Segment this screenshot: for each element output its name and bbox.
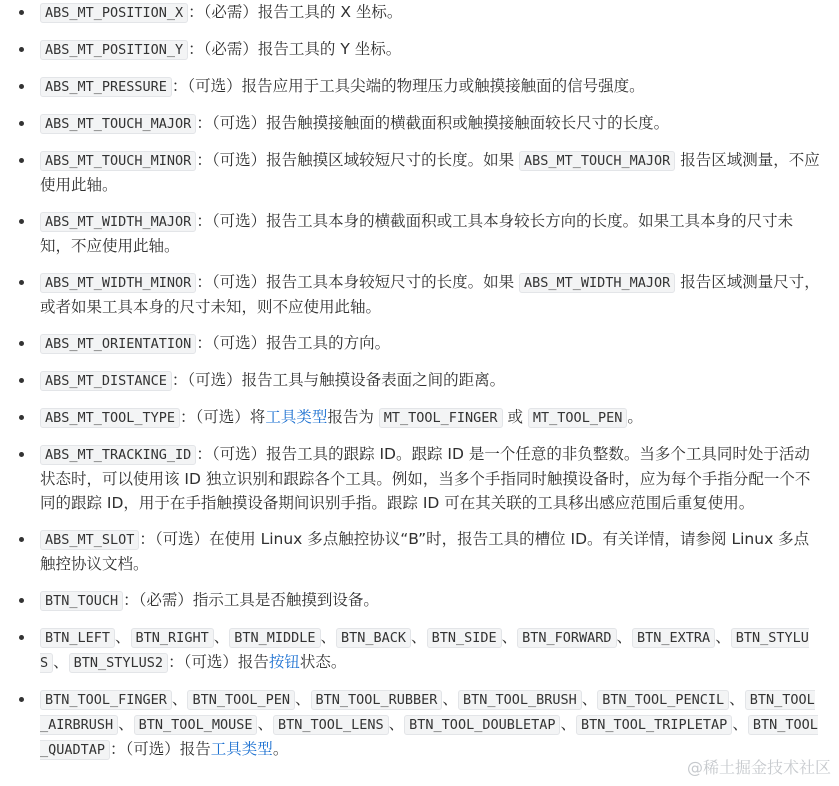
code-btn-tool-doubletap: BTN_TOOL_DOUBLETAP bbox=[404, 715, 560, 735]
code-abs-mt-distance: ABS_MT_DISTANCE bbox=[40, 371, 172, 391]
code-mt-tool-finger: MT_TOOL_FINGER bbox=[379, 408, 503, 428]
code-abs-mt-position-y: ABS_MT_POSITION_Y bbox=[40, 40, 188, 60]
code-btn-left: BTN_LEFT bbox=[40, 628, 115, 648]
code-btn-tool-finger: BTN_TOOL_FINGER bbox=[40, 690, 172, 710]
code-abs-mt-touch-major: ABS_MT_TOUCH_MAJOR bbox=[519, 151, 675, 171]
tool-type-link[interactable]: 工具类型 bbox=[210, 740, 273, 758]
code-abs-mt-width-major: ABS_MT_WIDTH_MAJOR bbox=[40, 212, 196, 232]
code-abs-mt-touch-major: ABS_MT_TOUCH_MAJOR bbox=[40, 114, 196, 134]
list-item: ABS_MT_TOOL_TYPE ：（可选）将工具类型报告为 MT_TOOL_FINGER 或 MT_TOOL_PEN 。 bbox=[40, 405, 821, 430]
list-item: ABS_MT_DISTANCE ：（可选）报告工具与触摸设备表面之间的距离。 bbox=[40, 368, 821, 393]
code-btn-tool-mouse: BTN_TOOL_MOUSE bbox=[134, 715, 258, 735]
code-btn-forward: BTN_FORWARD bbox=[517, 628, 616, 648]
code-btn-extra: BTN_EXTRA bbox=[632, 628, 715, 648]
code-btn-tool-lens: BTN_TOOL_LENS bbox=[273, 715, 389, 735]
code-btn-middle: BTN_MIDDLE bbox=[229, 628, 320, 648]
code-abs-mt-tool-type: ABS_MT_TOOL_TYPE bbox=[40, 408, 180, 428]
list-item: ABS_MT_TOUCH_MINOR ：（可选）报告触摸区域较短尺寸的长度。如果 ABS_MT_TOUCH_MAJOR 报告区域测量，不应使用此轴。 bbox=[40, 148, 821, 197]
code-btn-back: BTN_BACK bbox=[336, 628, 411, 648]
code-btn-tool-brush: BTN_TOOL_BRUSH bbox=[458, 690, 582, 710]
list-item: ABS_MT_TRACKING_ID ：（可选）报告工具的跟踪 ID。跟踪 ID 是一个任意的非负整数。当多个工具同时处于活动状态时，可以使用该 ID 独立识别和跟踪各个工具。例如，当多个手指同时触摸设备时，应为每个手指分配一个不同的跟踪 ID，用于在手指触摸设备期间识别手指。跟踪 ID 可在其关联的工具移出感应范围后重复使用。 bbox=[40, 442, 821, 515]
list-item: ABS_MT_ORIENTATION ：（可选）报告工具的方向。 bbox=[40, 331, 821, 356]
code-abs-mt-width-minor: ABS_MT_WIDTH_MINOR bbox=[40, 273, 196, 293]
code-abs-mt-tracking-id: ABS_MT_TRACKING_ID bbox=[40, 445, 196, 465]
list-item: BTN_TOUCH ：（必需）指示工具是否触摸到设备。 bbox=[40, 588, 821, 613]
code-btn-tool-tripletap: BTN_TOOL_TRIPLETAP bbox=[576, 715, 732, 735]
code-btn-tool-pen: BTN_TOOL_PEN bbox=[187, 690, 295, 710]
code-btn-tool-pencil: BTN_TOOL_PENCIL bbox=[597, 690, 729, 710]
buttons-link[interactable]: 按钮 bbox=[268, 653, 300, 671]
list-item: ABS_MT_SLOT ：（可选）在使用 Linux 多点触控协议“B”时，报告工具的槽位 ID。有关详情，请参阅 Linux 多点触控协议文档。 bbox=[40, 527, 821, 576]
code-abs-mt-slot: ABS_MT_SLOT bbox=[40, 530, 139, 550]
list-item: ABS_MT_WIDTH_MAJOR ：（可选）报告工具本身的横截面积或工具本身较长方向的长度。如果工具本身的尺寸未知，不应使用此轴。 bbox=[40, 209, 821, 258]
code-abs-mt-position-x: ABS_MT_POSITION_X bbox=[40, 3, 188, 23]
code-abs-mt-orientation: ABS_MT_ORIENTATION bbox=[40, 334, 196, 354]
code-abs-mt-pressure: ABS_MT_PRESSURE bbox=[40, 77, 172, 97]
list-item: ABS_MT_POSITION_Y ：（必需）报告工具的 Y 坐标。 bbox=[40, 37, 821, 62]
list-item: BTN_TOOL_FINGER 、 BTN_TOOL_PEN 、 BTN_TOOL_RUBBER 、 BTN_TOOL_BRUSH 、 BTN_TOOL_PENCIL 、 BTN_TOOL_AIRBRUSH 、 BTN_TOOL_MOUSE 、 BTN_TOOL_LENS 、 BTN_TOOL_DOUBLETAP 、 BTN_TOOL_TRIPLETAP 、 BTN_TOOL_QUADTAP ：（可选）报告工具类型。 bbox=[40, 687, 821, 762]
code-btn-tool-rubber: BTN_TOOL_RUBBER bbox=[311, 690, 443, 710]
tool-type-link[interactable]: 工具类型 bbox=[265, 408, 328, 426]
code-btn-side: BTN_SIDE bbox=[427, 628, 502, 648]
code-abs-mt-touch-minor: ABS_MT_TOUCH_MINOR bbox=[40, 151, 196, 171]
code-btn-tool-quadtap: BTN_TOOL_QUADTAP bbox=[40, 717, 818, 758]
list-item: ABS_MT_WIDTH_MINOR ：（可选）报告工具本身较短尺寸的长度。如果 ABS_MT_WIDTH_MAJOR 报告区域测量尺寸，或者如果工具本身的尺寸未知，则不应使用此轴。 bbox=[40, 270, 821, 319]
code-abs-mt-width-major: ABS_MT_WIDTH_MAJOR bbox=[519, 273, 675, 293]
list-item: BTN_LEFT 、 BTN_RIGHT 、 BTN_MIDDLE 、 BTN_BACK 、 BTN_SIDE 、 BTN_FORWARD 、 BTN_EXTRA 、 BTN_STYLUS 、 BTN_STYLUS2 ：（可选）报告按钮状态。 bbox=[40, 625, 821, 675]
list-item: ABS_MT_POSITION_X ：（必需）报告工具的 X 坐标。 bbox=[40, 0, 821, 25]
code-btn-tool-airbrush: BTN_TOOL_AIRBRUSH bbox=[40, 692, 815, 733]
code-btn-stylus: BTN_STYLUS bbox=[40, 630, 809, 671]
list-item: ABS_MT_TOUCH_MAJOR ：（可选）报告触摸接触面的横截面积或触摸接触面较长尺寸的长度。 bbox=[40, 111, 821, 136]
code-btn-right: BTN_RIGHT bbox=[131, 628, 214, 648]
code-mt-tool-pen: MT_TOOL_PEN bbox=[528, 408, 627, 428]
code-btn-stylus2: BTN_STYLUS2 bbox=[69, 653, 168, 673]
code-btn-touch: BTN_TOUCH bbox=[40, 591, 123, 611]
list-item: ABS_MT_PRESSURE ：（可选）报告应用于工具尖端的物理压力或触摸接触面的信号强度。 bbox=[40, 74, 821, 99]
watermark: @稀土掘金技术社区 bbox=[686, 758, 831, 777]
